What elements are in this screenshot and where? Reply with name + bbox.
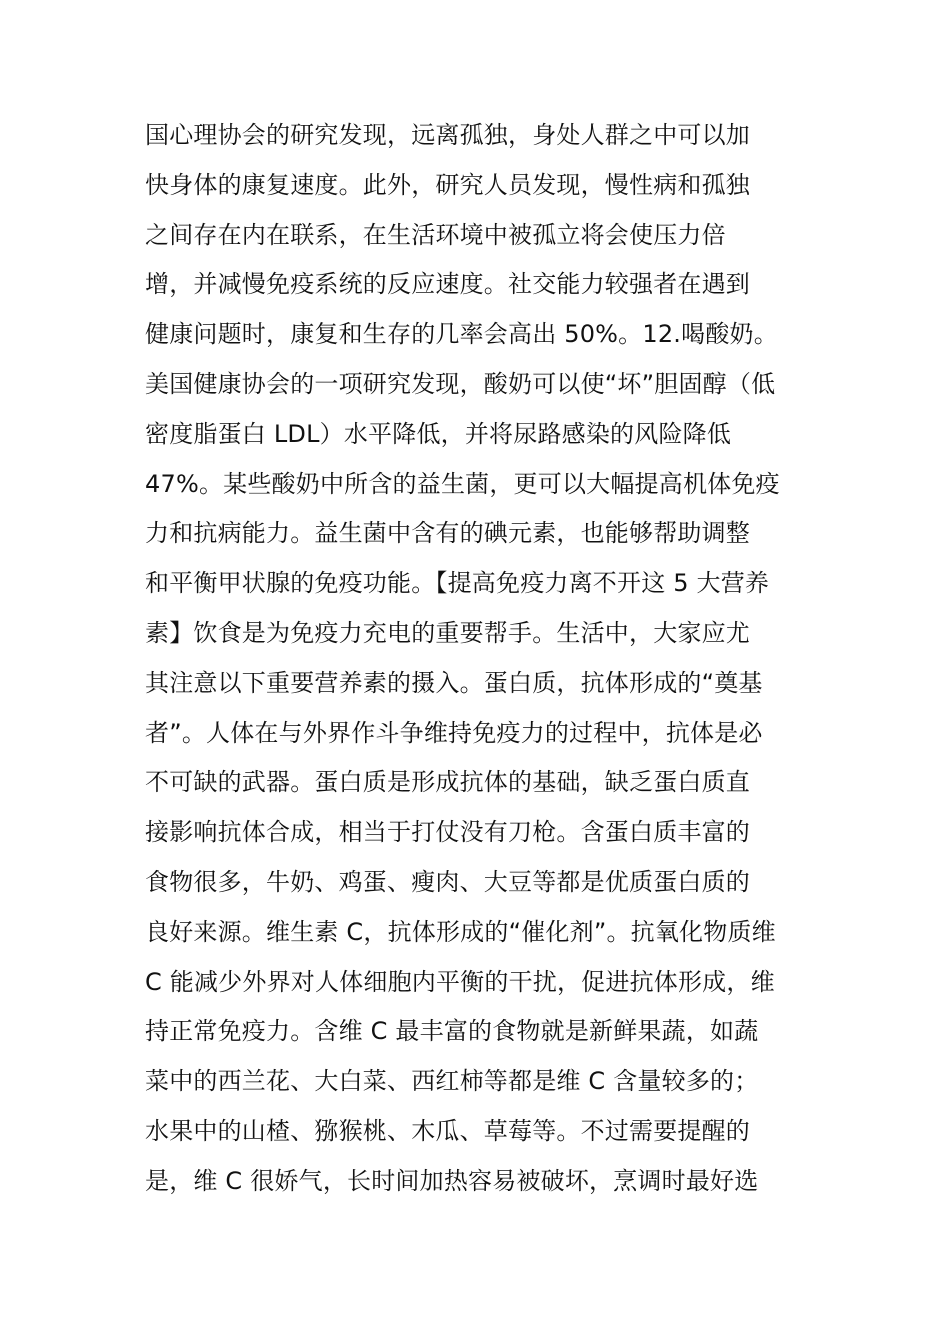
text-line: 菜中的西兰花、大白菜、西红柿等都是维 C 含量较多的；	[145, 1067, 759, 1096]
text-line: 食物很多，牛奶、鸡蛋、瘦肉、大豆等都是优质蛋白质的	[145, 867, 750, 896]
text-line: 力和抗病能力。益生菌中含有的碘元素，也能够帮助调整	[145, 519, 750, 548]
text-line: 密度脂蛋白 LDL）水平降低，并将尿路感染的风险降低	[145, 419, 732, 448]
text-line: 和平衡甲状腺的免疫功能。【提高免疫力离不开这 5 大营养	[145, 569, 770, 598]
text-line: 快身体的康复速度。此外，研究人员发现，慢性病和孤独	[145, 170, 750, 199]
text-line: 47%。某些酸奶中所含的益生菌，更可以大幅提高机体免疫	[145, 469, 780, 498]
text-line: 国心理协会的研究发现，远离孤独，身处人群之中可以加	[145, 121, 750, 149]
body-text	[145, 111, 825, 1207]
text-line: 接影响抗体合成，相当于打仗没有刀枪。含蛋白质丰富的	[145, 818, 750, 847]
text-line: 者”。人体在与外界作斗争维持免疫力的过程中，抗体是必	[145, 718, 763, 747]
text-line: 素】饮食是为免疫力充电的重要帮手。生活中，大家应尤	[145, 618, 750, 647]
text-line: 其注意以下重要营养素的摄入。蛋白质，抗体形成的“奠基	[145, 668, 763, 697]
text-line: 水果中的山楂、猕猴桃、木瓜、草莓等。不过需要提醒的	[145, 1116, 750, 1145]
text-line: 健康问题时，康复和生存的几率会高出 50%。12.喝酸奶。	[145, 320, 778, 349]
text-line: 是，维 C 很娇气，长时间加热容易被破坏，烹调时最好选	[145, 1166, 759, 1195]
text-line: 良好来源。维生素 C，抗体形成的“催化剂”。抗氧化物质维	[145, 917, 776, 946]
text-line: 之间存在内在联系，在生活环境中被孤立将会使压力倍	[145, 220, 726, 249]
text-line: C 能减少外界对人体细胞内平衡的干扰，促进抗体形成，维	[145, 967, 775, 996]
text-line: 不可缺的武器。蛋白质是形成抗体的基础，缺乏蛋白质直	[145, 768, 750, 797]
text-line: 美国健康协会的一项研究发现，酸奶可以使“坏”胆固醇（低	[145, 369, 776, 398]
text-line: 持正常免疫力。含维 C 最丰富的食物就是新鲜果蔬，如蔬	[145, 1017, 759, 1046]
text-line: 增，并减慢免疫系统的反应速度。社交能力较强者在遇到	[145, 270, 750, 299]
